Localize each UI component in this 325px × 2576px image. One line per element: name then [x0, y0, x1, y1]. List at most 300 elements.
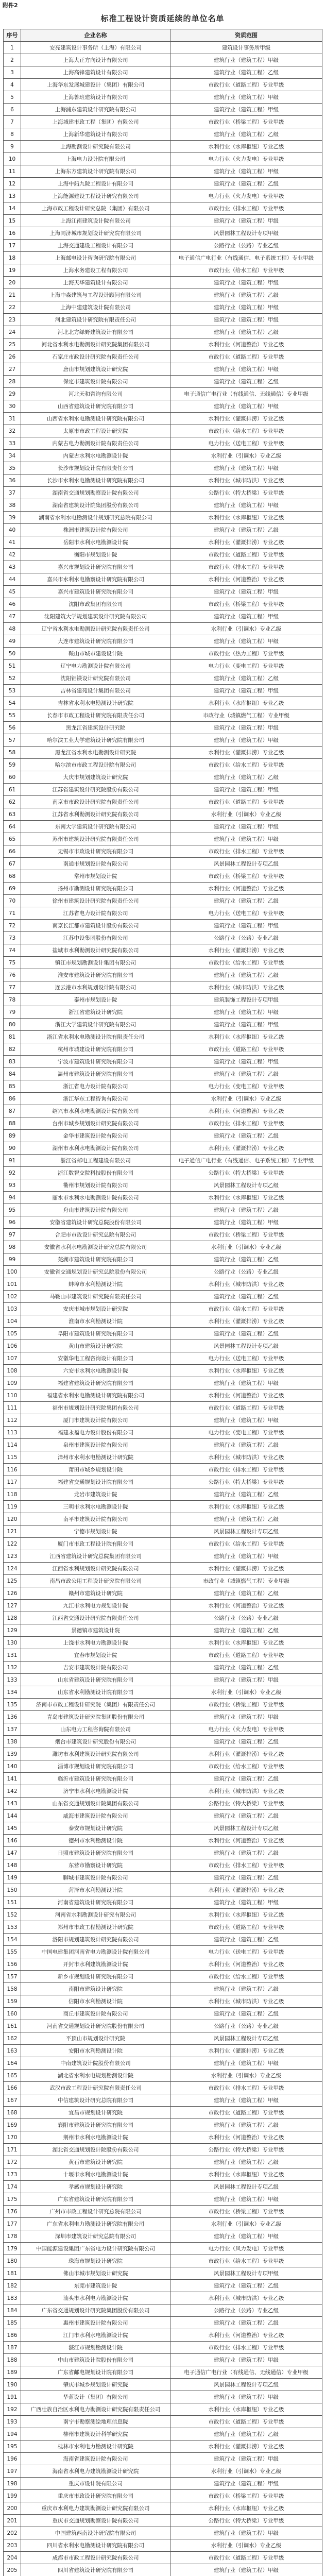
- qualification-scope: 市政行业（给水工程）专业甲级: [170, 1538, 322, 1550]
- table-row: [4, 2218, 322, 2230]
- table-row: [4, 1365, 322, 1377]
- row-serial-number: 130: [4, 1637, 21, 1649]
- row-serial-number: 185: [4, 2317, 21, 2329]
- qualification-scope: 建筑行业（建筑工程）乙级: [170, 376, 322, 388]
- qualification-scope: 市政行业（给水工程）专业甲级: [170, 1971, 322, 1983]
- qualification-scope: 风景园林工程设计专项甲级: [170, 227, 322, 240]
- company-name: 江苏省水利勘测设计研究院有限公司: [21, 808, 170, 821]
- row-serial-number: 155: [4, 1946, 21, 1958]
- company-name: 南平市建筑设计院有限公司: [21, 1513, 170, 1526]
- company-name: 安阳市水利勘测设计院: [21, 2045, 170, 2057]
- table-row: [4, 1278, 322, 1291]
- row-serial-number: 32: [4, 425, 21, 437]
- table-row: [4, 215, 322, 227]
- company-name: 绍兴市水利水电勘测设计院有限公司: [21, 1105, 170, 1117]
- qualification-scope: 建筑行业（建筑工程）乙级: [170, 1847, 322, 1859]
- company-name: 杭州市城建设计研究院有限公司: [21, 1043, 170, 1056]
- row-serial-number: 152: [4, 1909, 21, 1921]
- qualification-scope: 水利行业（河道整治）专业乙级: [170, 2131, 322, 2144]
- row-serial-number: 82: [4, 1043, 21, 1056]
- row-serial-number: 192: [4, 2403, 21, 2416]
- qualification-scope: 市政行业（桥梁工程）专业甲级: [170, 598, 322, 611]
- row-serial-number: 40: [4, 524, 21, 536]
- qualification-roster-table: [3, 29, 322, 2576]
- row-serial-number: 65: [4, 833, 21, 845]
- row-serial-number: 119: [4, 1501, 21, 1513]
- qualification-scope: 建筑行业（建筑工程）甲级: [170, 821, 322, 833]
- company-name: 珠海市规划设计研究院: [21, 2255, 170, 2267]
- qualification-scope: 建筑行业（建筑工程）乙级: [170, 1204, 322, 1216]
- company-name: 鞍山市城市建设设计院: [21, 648, 170, 660]
- company-name: 南宁市勘察测绘地理信息院: [21, 2416, 170, 2428]
- table-row: [4, 1476, 322, 1488]
- row-serial-number: 154: [4, 1934, 21, 1946]
- qualification-scope: 市政行业（道路工程）专业甲级: [170, 1043, 322, 1056]
- row-serial-number: 26: [4, 351, 21, 363]
- company-name: 上海天华建筑设计有限公司: [21, 277, 170, 289]
- company-name: 内蒙古电力勘测设计院有限责任公司: [21, 437, 170, 450]
- company-name: 大连市建筑设计研究院有限公司: [21, 635, 170, 648]
- row-serial-number: 77: [4, 981, 21, 994]
- row-serial-number: 70: [4, 895, 21, 907]
- company-name: 山东省交通规划设计院集团有限公司: [21, 1798, 170, 1810]
- row-serial-number: 146: [4, 1835, 21, 1847]
- row-serial-number: 46: [4, 598, 21, 611]
- table-row: [4, 2156, 322, 2168]
- company-name: 安徽省水利水电勘测设计研究总院有限公司: [21, 1241, 170, 1253]
- company-name: 衢州市规划设计院有限公司: [21, 1179, 170, 1192]
- table-row: [4, 685, 322, 697]
- qualification-scope: 电力行业（变电工程）专业甲级: [170, 1427, 322, 1439]
- table-row: [4, 190, 322, 202]
- company-name: 宁德市规划设计院: [21, 1526, 170, 1538]
- table-row: [4, 2094, 322, 2107]
- qualification-scope: 水利行业（水库枢纽）专业乙级: [170, 1909, 322, 1921]
- row-serial-number: 173: [4, 2168, 21, 2181]
- company-name: 信阳市水利勘测设计院: [21, 1995, 170, 2008]
- company-name: 广东省建筑设计研究院有限公司: [21, 2193, 170, 2206]
- company-name: 沈阳铝镁设计研究院有限公司: [21, 672, 170, 685]
- row-serial-number: 45: [4, 586, 21, 598]
- table-row: [4, 2441, 322, 2453]
- row-serial-number: 2: [4, 54, 21, 66]
- table-row: [4, 845, 322, 858]
- table-row: [4, 1847, 322, 1859]
- table-row: [4, 1130, 322, 1142]
- company-name: 海南省水利电力建筑勘测设计研究院: [21, 2465, 170, 2478]
- row-serial-number: 143: [4, 1798, 21, 1810]
- company-name: 广州市市政工程设计研究总院有限公司: [21, 2206, 170, 2218]
- qualification-scope: 建筑行业（建筑工程）甲级: [170, 586, 322, 598]
- qualification-scope: 建筑行业（建筑工程）甲级: [170, 2230, 322, 2243]
- qualification-scope: 电子通信广电行业（有线通信、无线通信）专业甲级: [170, 2366, 322, 2379]
- table-row: [4, 2502, 322, 2515]
- qualification-scope: 建筑行业（建筑工程）甲级: [170, 314, 322, 326]
- table-row: [4, 870, 322, 883]
- row-serial-number: 135: [4, 1699, 21, 1711]
- qualification-scope: 建筑行业（建筑工程）乙级: [170, 289, 322, 301]
- qualification-scope: 建筑行业（建筑工程）甲级: [170, 1674, 322, 1686]
- table-row: [4, 883, 322, 895]
- row-serial-number: 28: [4, 376, 21, 388]
- table-row: [4, 709, 322, 722]
- row-serial-number: 49: [4, 635, 21, 648]
- qualification-scope: 水利行业（水库枢纽）专业乙级: [170, 1637, 322, 1649]
- row-serial-number: 29: [4, 388, 21, 400]
- qualification-scope: 水利行业（灌溉排涝）专业乙级: [170, 1748, 322, 1760]
- table-row: [4, 2416, 322, 2428]
- qualification-scope: 水利行业（引调水）专业乙级: [170, 450, 322, 462]
- company-name: 平顶山市规划设计研究院: [21, 2032, 170, 2045]
- table-row: [4, 277, 322, 289]
- row-serial-number: 205: [4, 2564, 21, 2576]
- row-serial-number: 167: [4, 2094, 21, 2107]
- row-serial-number: 112: [4, 1414, 21, 1427]
- table-row: [4, 2292, 322, 2304]
- qualification-scope: 市政行业（道路工程）专业甲级: [170, 79, 322, 91]
- company-name: 中山市建筑设计院股份有限公司: [21, 2354, 170, 2366]
- table-row: [4, 2168, 322, 2181]
- row-serial-number: 118: [4, 1488, 21, 1501]
- table-row: [4, 2267, 322, 2280]
- company-name: 南通市规划设计院有限公司: [21, 858, 170, 870]
- table-row: [4, 2131, 322, 2144]
- company-name: 商丘市建筑设计院有限公司: [21, 2008, 170, 2020]
- row-serial-number: 19: [4, 264, 21, 277]
- company-name: 安徽省建筑设计研究总院股份有限公司: [21, 1216, 170, 1229]
- company-name: 黄山市建筑设计研究院: [21, 1340, 170, 1352]
- row-serial-number: 178: [4, 2230, 21, 2243]
- table-row: [4, 2119, 322, 2131]
- table-row: [4, 1402, 322, 1414]
- table-row: [4, 1748, 322, 1760]
- company-name: 福建永福电力设计股份有限公司: [21, 1427, 170, 1439]
- table-row: [4, 1662, 322, 1674]
- qualification-scope: 建筑行业（建筑工程）乙级: [170, 66, 322, 79]
- row-serial-number: 51: [4, 660, 21, 672]
- qualification-scope: 市政行业（排水工程）专业甲级: [170, 202, 322, 215]
- row-serial-number: 163: [4, 2045, 21, 2057]
- qualification-scope: 水利行业（灌溉排涝）专业乙级: [170, 413, 322, 425]
- table-row: [4, 2379, 322, 2391]
- table-row: [4, 1736, 322, 1748]
- table-body: [4, 42, 322, 2576]
- table-row: [4, 1093, 322, 1105]
- qualification-scope: 建筑行业（建筑工程）甲级: [170, 611, 322, 623]
- qualification-scope: 风景园林工程设计专项乙级: [170, 858, 322, 870]
- company-name: 临沂市建筑设计研究院有限公司: [21, 1773, 170, 1785]
- table-row: [4, 1760, 322, 1773]
- table-row: [4, 722, 322, 734]
- table-row: [4, 2403, 322, 2416]
- qualification-scope: 建筑行业（建筑工程）甲级: [170, 2564, 322, 2576]
- row-serial-number: 61: [4, 784, 21, 796]
- qualification-scope: 水利行业（河道整治）专业乙级: [170, 2329, 322, 2342]
- qualification-scope: 水利行业（城市防洪）专业乙级: [170, 981, 322, 994]
- table-row: [4, 1563, 322, 1575]
- row-serial-number: 9: [4, 141, 21, 153]
- row-serial-number: 162: [4, 2032, 21, 2045]
- row-serial-number: 124: [4, 1563, 21, 1575]
- qualification-scope: 水利行业（引调水）专业乙级: [170, 2070, 322, 2082]
- table-row: [4, 2280, 322, 2292]
- company-name: 中国建筑西南设计研究院有限公司: [21, 2527, 170, 2539]
- company-name: 德州市水利勘测设计院: [21, 1835, 170, 1847]
- company-name: 山西省建筑设计研究院有限公司: [21, 400, 170, 413]
- table-row: [4, 660, 322, 672]
- table-row: [4, 1229, 322, 1241]
- row-serial-number: 117: [4, 1476, 21, 1488]
- row-serial-number: 35: [4, 462, 21, 474]
- table-row: [4, 1031, 322, 1043]
- qualification-scope: 建筑行业（建筑工程）甲级: [170, 635, 322, 648]
- company-name: 宜春市规划设计院: [21, 1649, 170, 1662]
- qualification-scope: 建筑行业（建筑工程）乙级: [170, 2008, 322, 2020]
- qualification-scope: 市政行业（道路工程）专业甲级: [170, 2552, 322, 2564]
- company-name: 湖南省交通规划勘察设计院有限公司: [21, 487, 170, 499]
- row-serial-number: 126: [4, 1587, 21, 1600]
- qualification-scope: 建筑行业（建筑工程）甲级: [170, 2527, 322, 2539]
- qualification-scope: 建筑行业（建筑工程）乙级: [170, 1291, 322, 1303]
- row-serial-number: 159: [4, 1995, 21, 2008]
- qualification-scope: 水利行业（河道整治）专业乙级: [170, 1600, 322, 1612]
- row-serial-number: 151: [4, 1896, 21, 1909]
- row-serial-number: 38: [4, 499, 21, 512]
- table-row: [4, 388, 322, 400]
- qualification-scope: 建筑行业（建筑工程）乙级: [170, 1513, 322, 1526]
- table-row: [4, 1464, 322, 1476]
- row-serial-number: 123: [4, 1550, 21, 1563]
- company-name: 吉安市建筑设计院有限公司: [21, 1662, 170, 1674]
- table-row: [4, 1315, 322, 1328]
- company-name: 重庆市市政设计研究院有限公司: [21, 2490, 170, 2502]
- qualification-scope: 市政行业（桥梁工程）专业甲级: [170, 1229, 322, 1241]
- qualification-scope: 建筑行业（建筑工程）甲级: [170, 91, 322, 104]
- company-name: 江门市水利水电勘测设计院: [21, 2329, 170, 2342]
- company-name: 湖南省水利水电勘测设计规划研究总院有限公司: [21, 512, 170, 524]
- qualification-scope: 建筑行业（建筑工程）甲级: [170, 784, 322, 796]
- row-serial-number: 52: [4, 672, 21, 685]
- qualification-scope: 电子通信广电行业（有线通信、电子系统工程）专业甲级: [170, 1155, 322, 1167]
- company-name: 广东省邮电规划设计院有限公司: [21, 2366, 170, 2379]
- table-row: [4, 771, 322, 784]
- row-serial-number: 17: [4, 240, 21, 252]
- qualification-scope: 水利行业（水库枢纽）专业乙级: [170, 2502, 322, 2515]
- company-name: 上海鲁班建筑设计有限公司: [21, 91, 170, 104]
- company-name: 泰州市规划设计院: [21, 994, 170, 1006]
- company-name: 上海江南建筑设计院有限公司: [21, 215, 170, 227]
- row-serial-number: 168: [4, 2107, 21, 2119]
- table-row: [4, 858, 322, 870]
- qualification-scope: 水利行业（河道整治）专业乙级: [170, 1958, 322, 1971]
- qualification-scope: 水利行业（水库枢纽）专业乙级: [170, 1031, 322, 1043]
- company-name: 泉州市建筑设计院有限公司: [21, 1439, 170, 1451]
- qualification-scope: 建筑装饰工程设计专项甲级: [170, 994, 322, 1006]
- row-serial-number: 12: [4, 178, 21, 190]
- company-name: 台州市城乡规划设计研究院有限公司: [21, 1117, 170, 1130]
- company-name: 湖州市水利水电勘测设计院有限公司: [21, 1142, 170, 1155]
- table-row: [4, 1909, 322, 1921]
- table-row: [4, 2020, 322, 2032]
- table-row: [4, 79, 322, 91]
- company-name: 日照市建筑设计研究院有限公司: [21, 1847, 170, 1859]
- company-name: 芜湖市建筑设计研究院有限公司: [21, 1253, 170, 1266]
- row-serial-number: 187: [4, 2342, 21, 2354]
- company-name: 南阳市建筑设计研究院: [21, 1983, 170, 1995]
- qualification-scope: 风景园林工程设计专项乙级: [170, 2032, 322, 2045]
- table-row: [4, 536, 322, 549]
- company-name: 浙江省水利水电勘测设计院有限责任公司: [21, 1031, 170, 1043]
- qualification-scope: 风景园林工程设计专项乙级: [170, 1340, 322, 1352]
- table-row: [4, 1439, 322, 1451]
- row-serial-number: 175: [4, 2193, 21, 2206]
- company-name: 山东省建筑设计研究院有限公司: [21, 1674, 170, 1686]
- company-name: 嘉兴市规划设计研究院有限公司: [21, 561, 170, 573]
- company-name: 河北建筑设计研究院有限责任公司: [21, 314, 170, 326]
- row-serial-number: 83: [4, 1056, 21, 1068]
- qualification-scope: 建筑行业（建筑工程）乙级: [170, 771, 322, 784]
- company-name: 中国电建集团河南省电力勘测设计院有限公司: [21, 1946, 170, 1958]
- company-name: 广东省交通规划设计研究院集团股份有限公司: [21, 2304, 170, 2317]
- row-serial-number: 63: [4, 808, 21, 821]
- qualification-scope: 市政行业（道路工程）专业甲级: [170, 1649, 322, 1662]
- qualification-scope: 建筑行业（建筑工程）甲级: [170, 499, 322, 512]
- company-name: 湖北省交通规划设计院股份有限公司: [21, 2144, 170, 2156]
- company-name: 马鞍山市建筑设计研究院有限责任公司: [21, 1291, 170, 1303]
- company-name: 河南省交通规划设计研究院股份有限公司: [21, 2020, 170, 2032]
- qualification-scope: 市政行业（排水工程）专业甲级: [170, 2082, 322, 2094]
- table-row: [4, 1810, 322, 1822]
- row-serial-number: 171: [4, 2144, 21, 2156]
- company-name: 上海邮电设计咨询研究院有限公司: [21, 252, 170, 264]
- company-name: 汕头市水利电力勘测设计院: [21, 2292, 170, 2304]
- table-row: [4, 2366, 322, 2379]
- row-serial-number: 67: [4, 858, 21, 870]
- row-serial-number: 98: [4, 1241, 21, 1253]
- table-row: [4, 376, 322, 388]
- table-row: [4, 2329, 322, 2342]
- qualification-scope: 建筑行业（建筑工程）乙级: [170, 1328, 322, 1340]
- qualification-scope: 建筑行业（建筑工程）甲级: [170, 462, 322, 474]
- company-name: 上海浦东建筑设计研究院有限公司: [21, 104, 170, 116]
- row-serial-number: 8: [4, 128, 21, 141]
- qualification-scope: 市政行业（桥梁工程）专业甲级: [170, 2206, 322, 2218]
- table-row: [4, 1179, 322, 1192]
- header-qualification-scope: 资质范围: [170, 29, 322, 42]
- qualification-scope: 建筑行业（建筑工程）甲级: [170, 2453, 322, 2465]
- row-serial-number: 202: [4, 2527, 21, 2539]
- qualification-scope: 公路行业（特大桥梁）专业甲级: [170, 1798, 322, 1810]
- company-name: 武汉市政工程设计研究院有限责任公司: [21, 2082, 170, 2094]
- row-serial-number: 139: [4, 1748, 21, 1760]
- table-row: [4, 573, 322, 586]
- qualification-scope: 建筑行业（建筑工程）甲级: [170, 400, 322, 413]
- qualification-scope: 市政行业（热力工程）专业甲级: [170, 648, 322, 660]
- qualification-scope: 公路行业（公路）专业乙级: [170, 2304, 322, 2317]
- company-name: 莆田市城乡规划设计院: [21, 1464, 170, 1476]
- row-serial-number: 145: [4, 1822, 21, 1835]
- row-serial-number: 186: [4, 2329, 21, 2342]
- row-serial-number: 44: [4, 573, 21, 586]
- qualification-scope: 水利行业（河道整治）专业乙级: [170, 883, 322, 895]
- qualification-scope: 建筑行业（建筑工程）甲级: [170, 2094, 322, 2107]
- row-serial-number: 180: [4, 2255, 21, 2267]
- qualification-scope: 市政行业（给水工程）专业甲级: [170, 1760, 322, 1773]
- company-name: 河南省水利勘测设计研究有限公司: [21, 1909, 170, 1921]
- row-serial-number: 183: [4, 2292, 21, 2304]
- row-serial-number: 6: [4, 104, 21, 116]
- attachment-label: 附件2: [3, 2, 18, 9]
- qualification-scope: 市政行业（给水工程）专业甲级: [170, 264, 322, 277]
- qualification-scope: 建筑行业（建筑工程）甲级: [170, 1896, 322, 1909]
- company-name: 聊城市建筑设计院有限公司: [21, 1872, 170, 1884]
- row-serial-number: 176: [4, 2206, 21, 2218]
- company-name: 浙江省邮电工程建设有限公司: [21, 1155, 170, 1167]
- qualification-scope: 水利行业（灌溉排涝）专业乙级: [170, 944, 322, 957]
- table-row: [4, 499, 322, 512]
- company-name: 河北天和咨询有限公司: [21, 388, 170, 400]
- table-row: [4, 141, 322, 153]
- row-serial-number: 94: [4, 1192, 21, 1204]
- row-serial-number: 166: [4, 2082, 21, 2094]
- row-serial-number: 161: [4, 2020, 21, 2032]
- row-serial-number: 48: [4, 623, 21, 635]
- company-name: 厦门市市政工程设计院有限公司: [21, 1538, 170, 1550]
- table-row: [4, 833, 322, 845]
- company-name: 中国能源建设集团广东省电力设计研究院有限公司: [21, 2243, 170, 2255]
- row-serial-number: 138: [4, 1736, 21, 1748]
- row-serial-number: 189: [4, 2366, 21, 2379]
- row-serial-number: 122: [4, 1538, 21, 1550]
- table-row: [4, 351, 322, 363]
- qualification-scope: 水利行业（灌溉排涝）专业乙级: [170, 1563, 322, 1575]
- company-name: 济宁市水利水电勘测设计院: [21, 1785, 170, 1798]
- qualification-scope: 建筑行业（建筑工程）甲级: [170, 215, 322, 227]
- row-serial-number: 16: [4, 227, 21, 240]
- qualification-scope: 水利行业（水库枢纽）专业乙级: [170, 2168, 322, 2181]
- table-row: [4, 1340, 322, 1352]
- company-name: 福建省交通规划设计院有限公司: [21, 1476, 170, 1488]
- table-row: [4, 2045, 322, 2057]
- qualification-scope: 建筑行业（建筑工程）乙级: [170, 1773, 322, 1785]
- company-name: 扬州市勘测设计研究院有限公司: [21, 883, 170, 895]
- company-name: 河北省水利水电勘测设计研究院集团有限公司: [21, 338, 170, 351]
- company-name: 广东省水利电力勘测设计研究院有限公司: [21, 2218, 170, 2230]
- table-row: [4, 635, 322, 648]
- header-serial-number: 序号: [4, 29, 21, 42]
- company-name: 肇庆市城乡规划设计研究院: [21, 2379, 170, 2391]
- table-row: [4, 1241, 322, 1253]
- row-serial-number: 160: [4, 2008, 21, 2020]
- row-serial-number: 75: [4, 957, 21, 969]
- qualification-scope: 建筑行业（建筑工程）甲级: [170, 2391, 322, 2403]
- row-serial-number: 174: [4, 2181, 21, 2193]
- company-name: 太原市市政工程设计研究院: [21, 425, 170, 437]
- table-row: [4, 2391, 322, 2403]
- qualification-scope: 水利行业（水库枢纽）专业乙级: [170, 1501, 322, 1513]
- company-name: 长春市市政工程设计研究院有限责任公司: [21, 709, 170, 722]
- qualification-scope: 风景园林工程设计专项乙级: [170, 2379, 322, 2391]
- company-name: 浙江数智交院科技股份有限公司: [21, 1167, 170, 1179]
- company-name: 浙江省电力设计院有限公司: [21, 1080, 170, 1093]
- company-name: 东南大学建筑设计研究院有限公司: [21, 821, 170, 833]
- company-name: 常州市规划设计院: [21, 870, 170, 883]
- row-serial-number: 191: [4, 2391, 21, 2403]
- qualification-scope: 水利行业（城市防洪）专业乙级: [170, 1451, 322, 1464]
- company-name: 广西壮族自治区水利电力勘测设计研究院有限责任公司: [21, 2403, 170, 2416]
- company-name: 黄石市建筑设计研究院: [21, 2156, 170, 2168]
- row-serial-number: 196: [4, 2453, 21, 2465]
